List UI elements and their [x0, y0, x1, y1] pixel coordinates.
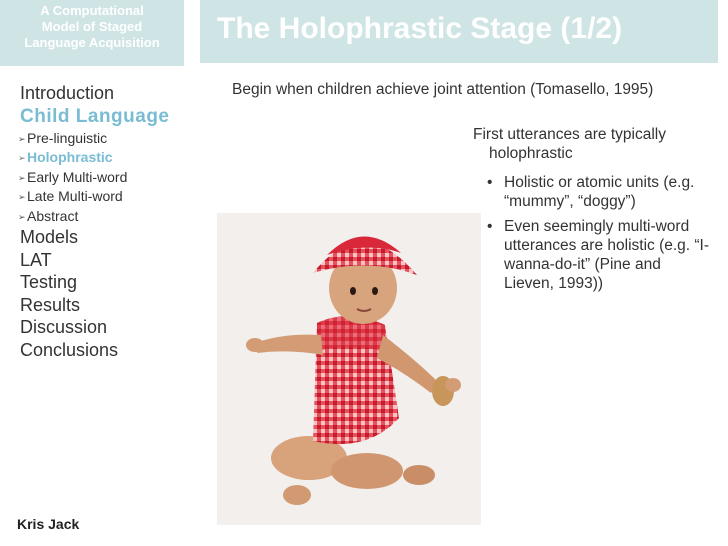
presentation-title-line: Model of Staged	[41, 19, 143, 34]
nav-subitem-label: Pre-linguistic	[27, 129, 108, 146]
nav-subitem-label: Early Multi-word	[27, 168, 128, 185]
baby-photo	[217, 213, 481, 525]
nav-item-child-language[interactable]: Child Language	[20, 105, 170, 127]
nav-subitem-late-multi-word[interactable]	[18, 187, 195, 207]
list-item	[487, 217, 713, 293]
section-nav	[20, 82, 195, 361]
list-item-text: Holistic or atomic units (e.g. “mummy”, “doggy”)	[504, 174, 695, 210]
sidebar	[0, 0, 200, 546]
slide-header	[200, 0, 718, 63]
arrow-bullet-icon: ➢	[18, 133, 26, 144]
nav-item-lat[interactable]: LAT	[20, 249, 52, 270]
slide-title: The Holophrastic Stage (1/2)	[217, 12, 623, 45]
bullet-icon: •	[487, 174, 493, 191]
bullet-list	[473, 173, 713, 293]
holophrastic-points	[473, 125, 713, 299]
nav-subitem-holophrastic[interactable]	[18, 148, 195, 168]
nav-subitem-label: Abstract	[27, 207, 79, 224]
author-name: Kris Jack	[17, 516, 80, 532]
list-item-text: Even seemingly multi-word utterances are holistic (e.g. “I-wanna-do-it” (Pine and Lieven, 1993))	[504, 218, 710, 292]
baby-illustration	[217, 213, 481, 525]
list-item	[487, 173, 713, 211]
bullet-icon: •	[487, 218, 493, 235]
nav-item-conclusions[interactable]: Conclusions	[20, 339, 119, 360]
presentation-title	[0, 0, 184, 66]
presentation-title-line: Language Acquisition	[24, 35, 160, 50]
nav-item-discussion[interactable]: Discussion	[20, 317, 108, 337]
intro-paragraph: Begin when children achieve joint attention (Tomasello, 1995)	[232, 81, 654, 98]
nav-item-models[interactable]: Models	[20, 227, 79, 247]
nav-item-introduction[interactable]: Introduction	[20, 83, 115, 103]
arrow-bullet-icon: ➢	[18, 192, 26, 202]
nav-subitem-label: Holophrastic	[27, 149, 113, 165]
arrow-bullet-icon: ➢	[18, 172, 26, 183]
lead-text: First utterances are typically holophrastic	[473, 126, 666, 162]
presentation-title-line: A Computational	[40, 3, 144, 18]
nav-item-testing[interactable]: Testing	[20, 272, 78, 292]
nav-item-results[interactable]: Results	[20, 294, 81, 315]
nav-subitem-abstract[interactable]	[18, 207, 195, 227]
arrow-bullet-icon: ➢	[18, 211, 26, 222]
arrow-bullet-icon: ➢	[18, 153, 26, 163]
nav-subitem-pre-linguistic[interactable]	[18, 129, 195, 149]
nav-subitem-label: Late Multi-word	[27, 188, 123, 204]
nav-subitem-early-multi-word[interactable]	[18, 168, 195, 188]
